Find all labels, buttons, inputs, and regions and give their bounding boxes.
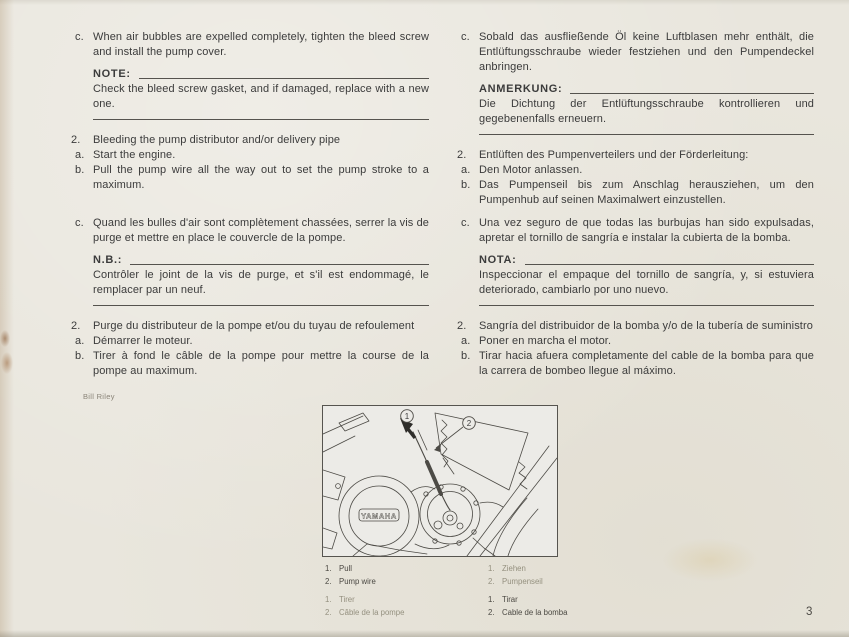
caption-text: Tirar — [502, 595, 518, 604]
frame-bracket — [339, 413, 369, 431]
rule — [479, 134, 814, 135]
caption-number: 2. — [488, 608, 495, 617]
step-c-es — [457, 216, 814, 246]
frame-line — [323, 416, 363, 434]
section-french — [71, 216, 429, 379]
step-label: c. — [75, 31, 84, 43]
caption-column-right — [488, 562, 658, 619]
caption-number: 1. — [325, 564, 332, 573]
note-label: N.B.: — [93, 254, 123, 266]
step-2-de — [457, 148, 814, 163]
caption-number: 1. — [325, 595, 332, 604]
caption-column-left — [325, 562, 495, 619]
step-2-en — [71, 133, 429, 148]
callout-1-number: 1 — [404, 412, 410, 421]
rule — [130, 264, 429, 265]
step-text: Tirer à fond le câble de la pompe pour mettre la course de la pompe au maximum. — [93, 350, 429, 377]
caption-item — [488, 562, 658, 575]
step-2-fr — [71, 319, 429, 334]
caption-item — [488, 593, 658, 606]
step-a-de — [457, 163, 814, 178]
owner-stamp: Bill Riley — [83, 392, 115, 401]
step-b-en — [71, 163, 429, 193]
rule — [93, 305, 429, 306]
caption-text: Cable de la bomba — [502, 608, 568, 617]
step-b-es — [457, 349, 814, 379]
step-c-en — [71, 30, 429, 60]
step-b-fr — [71, 349, 429, 379]
callout-2-number: 2 — [466, 419, 472, 428]
note-body-fr: Contrôler le joint de la vis de purge, et s'il est endommagé, le remplacer par un neuf. — [93, 269, 429, 296]
pump-shaft — [443, 511, 457, 525]
caption-item — [325, 562, 495, 575]
step-text: Entlüften des Pumpenverteilers und der Förderleitung: — [479, 149, 749, 161]
rule — [93, 119, 429, 120]
step-label: c. — [461, 31, 470, 43]
step-label: a. — [75, 335, 85, 347]
step-label: 2. — [71, 320, 81, 332]
engine-mount — [323, 470, 345, 500]
paper-stain — [662, 538, 758, 582]
caption-text: Pump wire — [339, 577, 376, 586]
step-c-fr — [71, 216, 429, 246]
section-german — [457, 30, 814, 208]
paper-stain — [1, 352, 13, 374]
scan-edge-left — [0, 0, 14, 637]
step-label: 2. — [71, 134, 81, 146]
engine-diagram — [323, 406, 557, 556]
caption-number: 1. — [488, 564, 495, 573]
note-body-en: Check the bleed screw gasket, and if damaged, replace with a new one. — [93, 83, 429, 110]
step-label: b. — [461, 179, 471, 191]
bolt — [336, 484, 341, 489]
caption-text: Pull — [339, 564, 353, 573]
paper-stain — [0, 330, 10, 347]
step-b-de — [457, 178, 814, 208]
step-label: a. — [75, 149, 85, 161]
fender-curve — [493, 498, 527, 556]
note-heading-es — [479, 253, 814, 268]
step-label: b. — [75, 350, 85, 362]
caption-text: Tirer — [339, 595, 355, 604]
step-text: Sobald das ausfließende Öl keine Luftblasen mehr enthält, die Entlüftungsschraube wieder festziehen und den Pumpendeckel anbringen. — [479, 31, 814, 73]
step-text: Den Motor anlassen. — [479, 164, 583, 176]
step-text: Quand les bulles d'air sont complètement chassées, serrer la vis de purge et mettre en place le couvercle de la pompe. — [93, 217, 429, 244]
step-text: Das Pumpenseil bis zum Anschlag herausziehen, um den Pumpenhub auf seinen Maximalwert einzustellen. — [479, 179, 814, 206]
note-body-de: Die Dichtung der Entlüftungsschraube kontrollieren und gegebenenfalls erneuern. — [479, 98, 814, 125]
pump-shaft-center — [447, 515, 453, 521]
step-label: c. — [461, 217, 470, 229]
scan-edge-top — [0, 0, 849, 5]
frame-line — [323, 436, 355, 452]
pump-detail — [457, 523, 463, 529]
step-text: Purge du distributeur de la pompe et/ou du tuyau de refoulement — [93, 320, 415, 332]
note-heading-en — [93, 67, 429, 82]
step-text: When air bubbles are expelled completely, tighten the bleed screw and install the pump cover. — [93, 31, 429, 58]
pump-wire-secondary — [418, 430, 427, 450]
step-text: Démarrer le moteur. — [93, 335, 193, 347]
note-heading-fr — [93, 253, 429, 268]
rule — [479, 305, 814, 306]
step-label: a. — [461, 335, 471, 347]
page-number: 3 — [806, 606, 813, 618]
step-text: Poner en marcha el motor. — [479, 335, 612, 347]
note-heading-de — [479, 82, 814, 97]
step-label: b. — [461, 350, 471, 362]
caption-text: Ziehen — [502, 564, 526, 573]
caption-item — [325, 593, 495, 606]
case-seam — [415, 544, 449, 549]
step-a-fr — [71, 334, 429, 349]
step-c-de — [457, 30, 814, 75]
step-a-es — [457, 334, 814, 349]
bracket-line — [480, 502, 503, 507]
scan-edge-bottom — [0, 630, 849, 637]
leader-arrow-head — [434, 444, 441, 452]
case-seam — [411, 487, 435, 492]
step-text: Tirar hacia afuera completamente del cable de la bomba para que la carrera de bombeo llegue al máximo. — [479, 350, 814, 377]
step-text: Bleeding the pump distributor and/or delivery pipe — [93, 134, 341, 146]
yamaha-logo: YAMAHA — [361, 511, 397, 521]
caption-number: 2. — [325, 577, 332, 586]
note-label: ANMERKUNG: — [479, 83, 563, 95]
pump-housing-inner — [428, 492, 473, 537]
step-label: a. — [461, 164, 471, 176]
step-label: 2. — [457, 320, 467, 332]
caption-number: 1. — [488, 595, 495, 604]
step-text: Sangría del distribuidor de la bomba y/o de la tubería de suministro — [479, 320, 813, 332]
section-english — [71, 30, 429, 193]
caption-number: 2. — [325, 608, 332, 617]
note-label: NOTA: — [479, 254, 517, 266]
engine-figure — [322, 405, 558, 557]
caption-item — [488, 606, 658, 619]
step-a-en — [71, 148, 429, 163]
caption-text: Pumpenseil — [502, 577, 543, 586]
rule — [139, 78, 429, 79]
rule — [570, 93, 814, 94]
caption-item — [488, 575, 658, 588]
rule — [525, 264, 814, 265]
note-body-es: Inspeccionar el empaque del tornillo de sangría, y, si estuviera deteriorado, cambiarlo por uno nuevo. — [479, 269, 814, 296]
bolt — [461, 487, 465, 491]
step-2-es — [457, 319, 814, 334]
step-text: Pull the pump wire all the way out to set the pump stroke to a maximum. — [93, 164, 429, 191]
engine-mount — [323, 528, 337, 549]
frame-tube — [480, 458, 557, 556]
step-label: b. — [75, 164, 85, 176]
frame-tube — [467, 446, 549, 556]
section-spanish — [457, 216, 814, 379]
step-text: Una vez seguro de que todas las burbujas han sido expulsadas, apretar el tornillo de sangría e instalar la cubierta de la bomba. — [479, 217, 814, 244]
step-text: Start the engine. — [93, 149, 176, 161]
step-label: c. — [75, 217, 84, 229]
pump-detail — [434, 521, 442, 529]
pump-housing-outer — [420, 484, 480, 544]
caption-item — [325, 575, 495, 588]
caption-item — [325, 606, 495, 619]
caption-number: 2. — [488, 577, 495, 586]
pump-wire-sheath — [427, 462, 441, 494]
airbox-panel — [435, 413, 528, 490]
note-label: NOTE: — [93, 68, 131, 80]
caption-text: Câble de la pompe — [339, 608, 405, 617]
step-label: 2. — [457, 149, 467, 161]
